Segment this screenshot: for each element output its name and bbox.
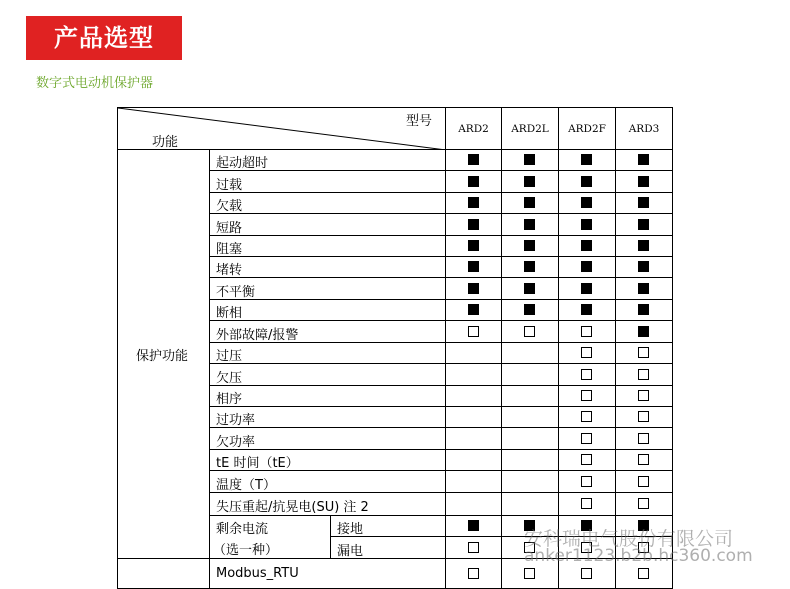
standard-feature-mark bbox=[581, 219, 592, 230]
optional-feature-mark bbox=[638, 568, 649, 579]
header-function-label: 功能 bbox=[152, 135, 179, 150]
function-label-cell bbox=[210, 257, 446, 278]
standard-feature-mark bbox=[524, 283, 535, 294]
support-cell bbox=[446, 193, 502, 214]
support-cell bbox=[616, 236, 673, 257]
standard-feature-mark bbox=[468, 219, 479, 230]
optional-feature-mark bbox=[638, 476, 649, 487]
standard-feature-mark bbox=[468, 261, 479, 272]
model-header-ard2l: ARD2L bbox=[502, 107, 559, 150]
optional-feature-mark bbox=[581, 347, 592, 358]
support-cell bbox=[616, 493, 673, 516]
support-cell bbox=[559, 193, 616, 214]
standard-feature-mark bbox=[581, 261, 592, 272]
product-selection-table bbox=[117, 107, 673, 581]
function-label-cell bbox=[210, 171, 446, 193]
standard-feature-mark bbox=[468, 520, 479, 531]
support-cell bbox=[616, 171, 673, 193]
function-label: 阻塞 bbox=[216, 242, 243, 257]
support-cell bbox=[446, 407, 502, 428]
support-cell bbox=[559, 300, 616, 321]
function-label-cell bbox=[210, 493, 446, 516]
standard-feature-mark bbox=[638, 283, 649, 294]
standard-feature-mark bbox=[524, 176, 535, 187]
support-cell bbox=[446, 386, 502, 407]
function-label-cell bbox=[210, 450, 446, 471]
optional-feature-mark bbox=[581, 326, 592, 337]
optional-feature-mark bbox=[524, 326, 535, 337]
section-title-banner bbox=[26, 16, 182, 60]
model-header-ard2: ARD2 bbox=[446, 107, 502, 150]
support-cell bbox=[446, 559, 502, 589]
support-cell bbox=[559, 407, 616, 428]
support-cell bbox=[616, 407, 673, 428]
support-cell bbox=[446, 364, 502, 386]
function-label-cell bbox=[210, 364, 446, 386]
support-cell bbox=[446, 537, 502, 559]
support-cell bbox=[559, 428, 616, 450]
support-cell bbox=[616, 300, 673, 321]
residual-current-label: 剩余电流 bbox=[216, 522, 269, 537]
function-label: 漏电 bbox=[337, 544, 364, 559]
standard-feature-mark bbox=[524, 197, 535, 208]
support-cell bbox=[502, 471, 559, 493]
support-cell bbox=[446, 257, 502, 278]
support-cell bbox=[502, 450, 559, 471]
standard-feature-mark bbox=[638, 176, 649, 187]
support-cell bbox=[616, 278, 673, 300]
function-label: 过载 bbox=[216, 178, 243, 193]
support-cell bbox=[616, 343, 673, 364]
standard-feature-mark bbox=[524, 304, 535, 315]
function-label: 堵转 bbox=[216, 263, 243, 278]
support-cell bbox=[502, 343, 559, 364]
function-label-cell bbox=[210, 321, 446, 343]
function-label: 欠载 bbox=[216, 199, 243, 214]
standard-feature-mark bbox=[638, 261, 649, 272]
standard-feature-mark bbox=[638, 304, 649, 315]
optional-feature-mark bbox=[638, 411, 649, 422]
support-cell bbox=[502, 171, 559, 193]
function-label-cell bbox=[210, 300, 446, 321]
function-label-cell bbox=[210, 236, 446, 257]
support-cell bbox=[616, 386, 673, 407]
function-label-cell bbox=[210, 193, 446, 214]
standard-feature-mark bbox=[468, 240, 479, 251]
function-label-cell bbox=[210, 214, 446, 236]
watermark-company: 安科瑞电气股份有限公司 bbox=[524, 528, 734, 550]
function-label: 过压 bbox=[216, 349, 243, 364]
support-cell bbox=[616, 471, 673, 493]
residual-current-choice-label: （选一种） bbox=[213, 543, 279, 558]
optional-feature-mark bbox=[581, 390, 592, 401]
support-cell bbox=[446, 343, 502, 364]
support-cell bbox=[502, 493, 559, 516]
support-cell bbox=[446, 278, 502, 300]
function-label: 外部故障/报警 bbox=[216, 328, 299, 343]
standard-feature-mark bbox=[524, 261, 535, 272]
standard-feature-mark bbox=[638, 240, 649, 251]
optional-feature-mark bbox=[638, 347, 649, 358]
function-label: 相序 bbox=[216, 392, 243, 407]
support-cell bbox=[446, 150, 502, 171]
function-label: 不平衡 bbox=[216, 285, 256, 300]
support-cell bbox=[502, 300, 559, 321]
support-cell bbox=[446, 493, 502, 516]
support-cell bbox=[559, 493, 616, 516]
function-label-cell bbox=[331, 516, 446, 537]
optional-feature-mark bbox=[468, 568, 479, 579]
support-cell bbox=[559, 343, 616, 364]
function-label: 接地 bbox=[337, 522, 364, 537]
support-cell bbox=[559, 214, 616, 236]
function-label-cell bbox=[210, 278, 446, 300]
function-label: Modbus_RTU bbox=[216, 566, 299, 581]
standard-feature-mark bbox=[638, 197, 649, 208]
support-cell bbox=[559, 321, 616, 343]
standard-feature-mark bbox=[581, 154, 592, 165]
standard-feature-mark bbox=[638, 326, 649, 337]
function-label: 过功率 bbox=[216, 413, 256, 428]
support-cell bbox=[446, 321, 502, 343]
standard-feature-mark bbox=[468, 304, 479, 315]
optional-feature-mark bbox=[581, 454, 592, 465]
function-label: 起动超时 bbox=[216, 156, 269, 171]
function-label: 温度（T） bbox=[216, 478, 276, 493]
optional-feature-mark bbox=[468, 326, 479, 337]
standard-feature-mark bbox=[581, 176, 592, 187]
support-cell bbox=[446, 471, 502, 493]
standard-feature-mark bbox=[468, 154, 479, 165]
support-cell bbox=[559, 236, 616, 257]
function-label-cell bbox=[331, 537, 446, 559]
support-cell bbox=[559, 257, 616, 278]
support-cell bbox=[446, 450, 502, 471]
watermark-url: anker1123.b2b.hc360.com bbox=[524, 546, 753, 566]
function-label-cell bbox=[210, 428, 446, 450]
residual-current-cell bbox=[210, 516, 331, 559]
support-cell bbox=[446, 300, 502, 321]
support-cell bbox=[502, 407, 559, 428]
support-cell bbox=[559, 150, 616, 171]
support-cell bbox=[559, 471, 616, 493]
optional-feature-mark bbox=[638, 433, 649, 444]
support-cell bbox=[559, 450, 616, 471]
function-label: tE 时间（tE） bbox=[216, 456, 299, 471]
function-label-cell bbox=[210, 150, 446, 171]
support-cell bbox=[502, 150, 559, 171]
standard-feature-mark bbox=[468, 176, 479, 187]
standard-feature-mark bbox=[638, 219, 649, 230]
support-cell bbox=[616, 150, 673, 171]
support-cell bbox=[502, 214, 559, 236]
optional-feature-mark bbox=[638, 369, 649, 380]
standard-feature-mark bbox=[581, 197, 592, 208]
function-label-cell bbox=[210, 343, 446, 364]
support-cell bbox=[446, 171, 502, 193]
support-cell bbox=[502, 364, 559, 386]
model-header-ard3: ARD3 bbox=[616, 107, 673, 150]
support-cell bbox=[502, 278, 559, 300]
support-cell bbox=[502, 428, 559, 450]
standard-feature-mark bbox=[468, 283, 479, 294]
function-label-cell bbox=[210, 407, 446, 428]
section-title: 产品选型 bbox=[54, 24, 154, 52]
support-cell bbox=[446, 214, 502, 236]
optional-feature-mark bbox=[638, 498, 649, 509]
model-header-ard2f: ARD2F bbox=[559, 107, 616, 150]
standard-feature-mark bbox=[581, 304, 592, 315]
optional-feature-mark bbox=[581, 433, 592, 444]
support-cell bbox=[559, 364, 616, 386]
function-label: 欠压 bbox=[216, 371, 243, 386]
optional-feature-mark bbox=[581, 568, 592, 579]
optional-feature-mark bbox=[638, 454, 649, 465]
function-label: 断相 bbox=[216, 306, 243, 321]
optional-feature-mark bbox=[638, 390, 649, 401]
support-cell bbox=[446, 428, 502, 450]
group-label: 保护功能 bbox=[136, 349, 189, 364]
support-cell bbox=[616, 450, 673, 471]
standard-feature-mark bbox=[524, 219, 535, 230]
optional-feature-mark bbox=[524, 568, 535, 579]
support-cell bbox=[616, 257, 673, 278]
support-cell bbox=[616, 428, 673, 450]
product-subtitle: 数字式电动机保护器 bbox=[36, 76, 154, 91]
support-cell bbox=[559, 386, 616, 407]
support-cell bbox=[502, 386, 559, 407]
optional-feature-mark bbox=[581, 476, 592, 487]
optional-feature-mark bbox=[581, 369, 592, 380]
function-label: 失压重起/抗晃电(SU) 注 2 bbox=[216, 500, 369, 515]
support-cell bbox=[502, 193, 559, 214]
function-label-cell bbox=[210, 559, 446, 589]
standard-feature-mark bbox=[581, 240, 592, 251]
support-cell bbox=[446, 516, 502, 537]
function-label-cell bbox=[210, 471, 446, 493]
standard-feature-mark bbox=[638, 154, 649, 165]
function-label: 欠功率 bbox=[216, 435, 256, 450]
support-cell bbox=[502, 321, 559, 343]
standard-feature-mark bbox=[524, 240, 535, 251]
header-diagonal-cell bbox=[117, 107, 446, 150]
header-model-label: 型号 bbox=[406, 114, 433, 129]
function-label-cell bbox=[210, 386, 446, 407]
support-cell bbox=[616, 214, 673, 236]
optional-feature-mark bbox=[581, 411, 592, 422]
support-cell bbox=[559, 278, 616, 300]
optional-feature-mark bbox=[468, 542, 479, 553]
optional-feature-mark bbox=[581, 498, 592, 509]
communication-group-cell bbox=[117, 559, 210, 589]
support-cell bbox=[616, 193, 673, 214]
support-cell bbox=[616, 321, 673, 343]
standard-feature-mark bbox=[468, 197, 479, 208]
standard-feature-mark bbox=[524, 154, 535, 165]
support-cell bbox=[616, 364, 673, 386]
function-label: 短路 bbox=[216, 221, 243, 236]
support-cell bbox=[502, 236, 559, 257]
standard-feature-mark bbox=[581, 283, 592, 294]
group-label-cell bbox=[117, 150, 210, 559]
support-cell bbox=[446, 236, 502, 257]
support-cell bbox=[502, 257, 559, 278]
support-cell bbox=[559, 171, 616, 193]
